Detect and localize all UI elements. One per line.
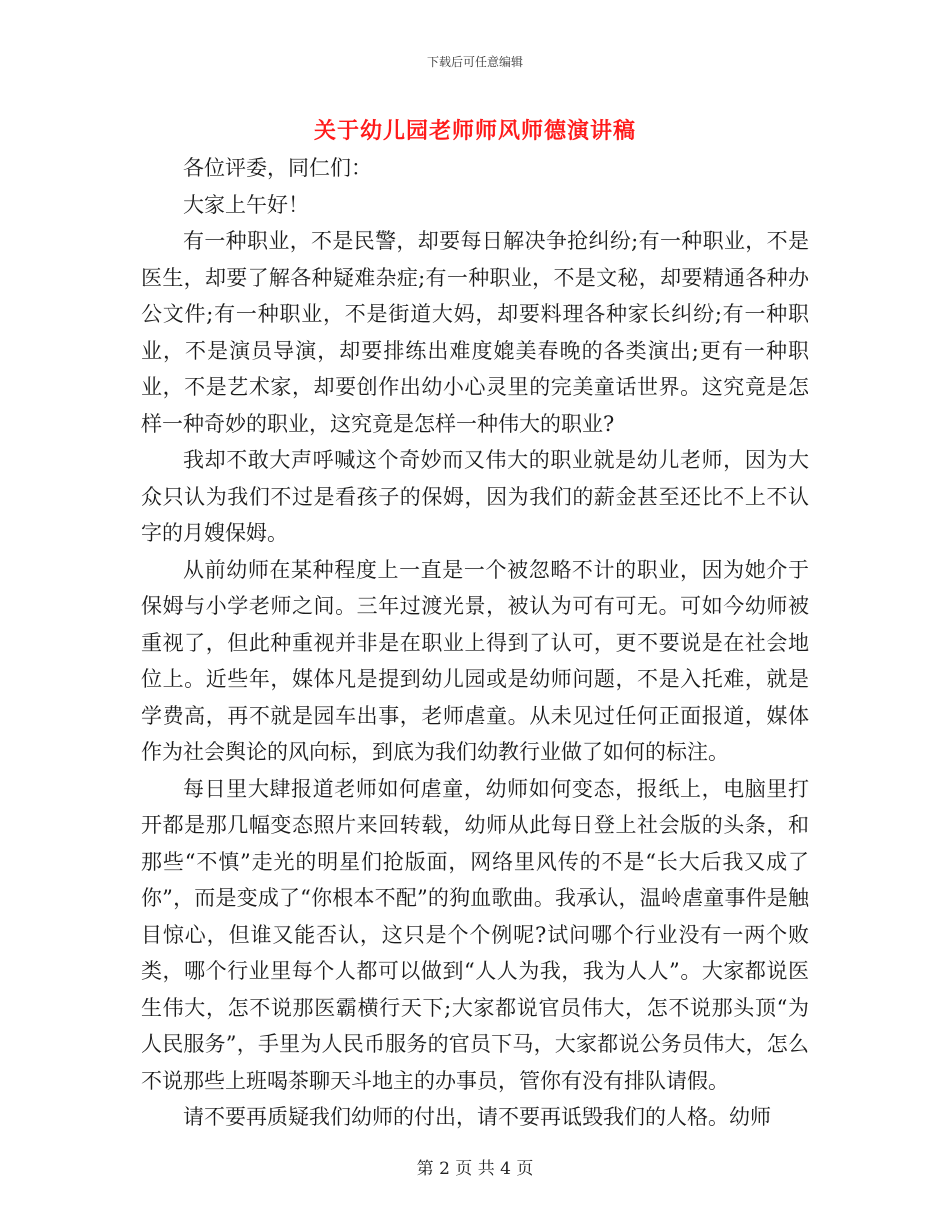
paragraph: 从前幼师在某种程度上一直是一个被忽略不计的职业，因为她介于保姆与小学老师之间。三年过渡光景，被认为可有可无。可如今幼师被重视了，但此种重视并非是在职业上得到了认可，更不要说是在社会地位上。近些年，媒体凡是提到幼儿园或是幼师问题，不是入托难，就是学费高，再不就是园车出事，老师虐童。从未见过任何正面报道，媒体作为社会舆论的风向标，到底为我们幼教行业做了如何的标注。 [141,557,809,764]
document-title: 关于幼儿园老师师风师德演讲稿 [313,119,636,144]
page-footer: 第 2 页 共 4 页 [416,1159,534,1179]
paragraph: 各位评委，同仁们： [183,156,372,180]
paragraph: 大家上午好！ [183,192,309,217]
header-note: 下载后可任意编辑 [426,55,523,69]
paragraph: 请不要再质疑我们幼师的付出，请不要再诋毁我们的人格。幼师 [183,1105,771,1129]
paragraph: 有一种职业，不是民警，却要每日解决争抢纠纷;有一种职业，不是医生，却要了解各种疑难杂症;有一种职业，不是文秘，却要精通各种办公文件;有一种职业，不是街道大妈，却要料理各种家长纠纷;有一种职业，不是演员导演，却要排练出难度媲美春晚的各类演出;更有一种职业，不是艺术家，却要创作出幼小心灵里的完美童话世界。这究竟是怎样一种奇妙的职业，这究竟是怎样一种伟大的职业? [141,229,809,436]
paragraph: 我却不敢大声呼喊这个奇妙而又伟大的职业就是幼儿老师，因为大众只认为我们不过是看孩子的保姆，因为我们的薪金甚至还比不上不认字的月嫂保姆。 [141,448,809,545]
paragraph: 每日里大肆报道老师如何虐童，幼师如何变态，报纸上，电脑里打开都是那几幅变态照片来回转载，幼师从此每日登上社会版的头条，和那些“不慎”走光的明星们抢版面，网络里风传的不是“长大后我又成了你”，而是变成了“你根本不配”的狗血歌曲。我承认，温岭虐童事件是触目惊心，但谁又能否认，这只是个个例呢?试问哪个行业没有一两个败类，哪个行业里每个人都可以做到“人人为我，我为人人”。大家都说医生伟大，怎不说那医霸横行天下;大家都说官员伟大，怎不说那头顶“为人民服务”，手里为人民币服务的官员下马，大家都说公务员伟大，怎么不说那些上班喝茶聊天斗地主的办事员，管你有没有排队请假。 [141,776,809,1093]
body-text [141,150,809,1136]
